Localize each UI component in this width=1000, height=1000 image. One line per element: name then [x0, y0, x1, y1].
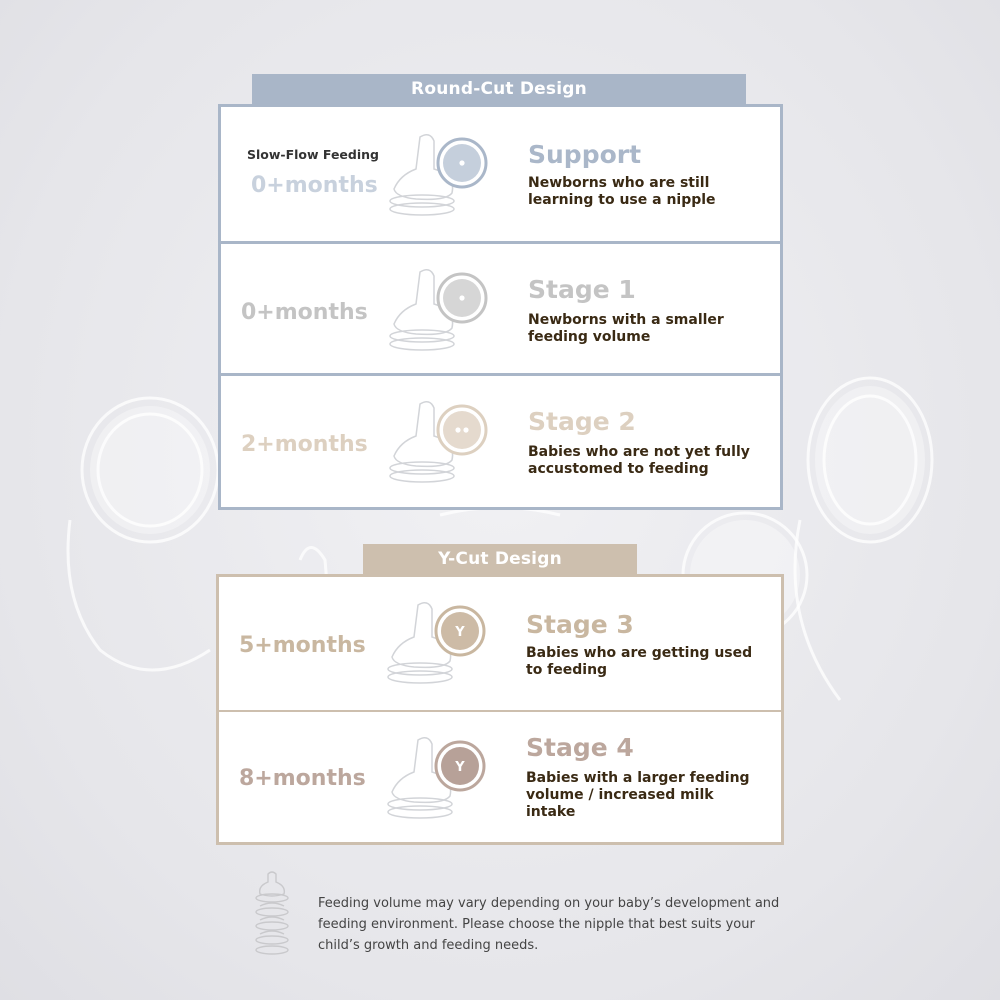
nipple-y-cut-icon	[384, 734, 489, 820]
stage-description: Babies with a larger feeding volume / increased milk intake	[526, 770, 750, 820]
age-label: 8+months	[239, 766, 366, 791]
stage-title: Stage 3	[526, 610, 634, 639]
badge-letter: Y	[455, 625, 465, 640]
stage-description: Babies who are getting used to feeding	[526, 645, 753, 678]
stage-title: Support	[528, 140, 642, 169]
stage-description: Newborns who are still learning to use a nipple	[528, 175, 716, 208]
sub-label: Slow-Flow Feeding	[247, 147, 379, 162]
age-label: 5+months	[239, 633, 366, 658]
row-stage-3	[219, 577, 781, 710]
badge-letter: Y	[455, 760, 465, 775]
nipple-double-hole-icon	[386, 398, 491, 484]
row-stage-1	[221, 241, 780, 375]
stage-description: Babies who are not yet fully accustomed to feeding	[528, 444, 750, 477]
y-cut-panel	[216, 574, 784, 845]
stage-title: Stage 2	[528, 407, 636, 436]
age-label: 0+months	[241, 300, 368, 325]
stacked-nipples-icon	[252, 870, 292, 958]
y-cut-header: Y-Cut Design	[363, 544, 637, 574]
age-label: 0+months	[251, 173, 378, 198]
nipple-y-cut-icon	[384, 599, 489, 685]
row-support	[221, 107, 780, 243]
row-stage-4	[219, 710, 781, 842]
stage-title: Stage 1	[528, 275, 636, 304]
nipple-round-hole-icon	[386, 266, 491, 352]
footer-note: Feeding volume may vary depending on your baby’s development and feeding environment. Please choose the nipple that best suits your child’s growth and feeding needs.	[318, 896, 780, 953]
row-stage-2	[221, 373, 780, 507]
age-label: 2+months	[241, 432, 368, 457]
stage-title: Stage 4	[526, 733, 634, 762]
round-cut-panel	[218, 104, 783, 510]
nipple-round-hole-icon	[386, 131, 491, 217]
stage-description: Newborns with a smaller feeding volume	[528, 312, 724, 345]
round-cut-header: Round-Cut Design	[252, 74, 746, 104]
